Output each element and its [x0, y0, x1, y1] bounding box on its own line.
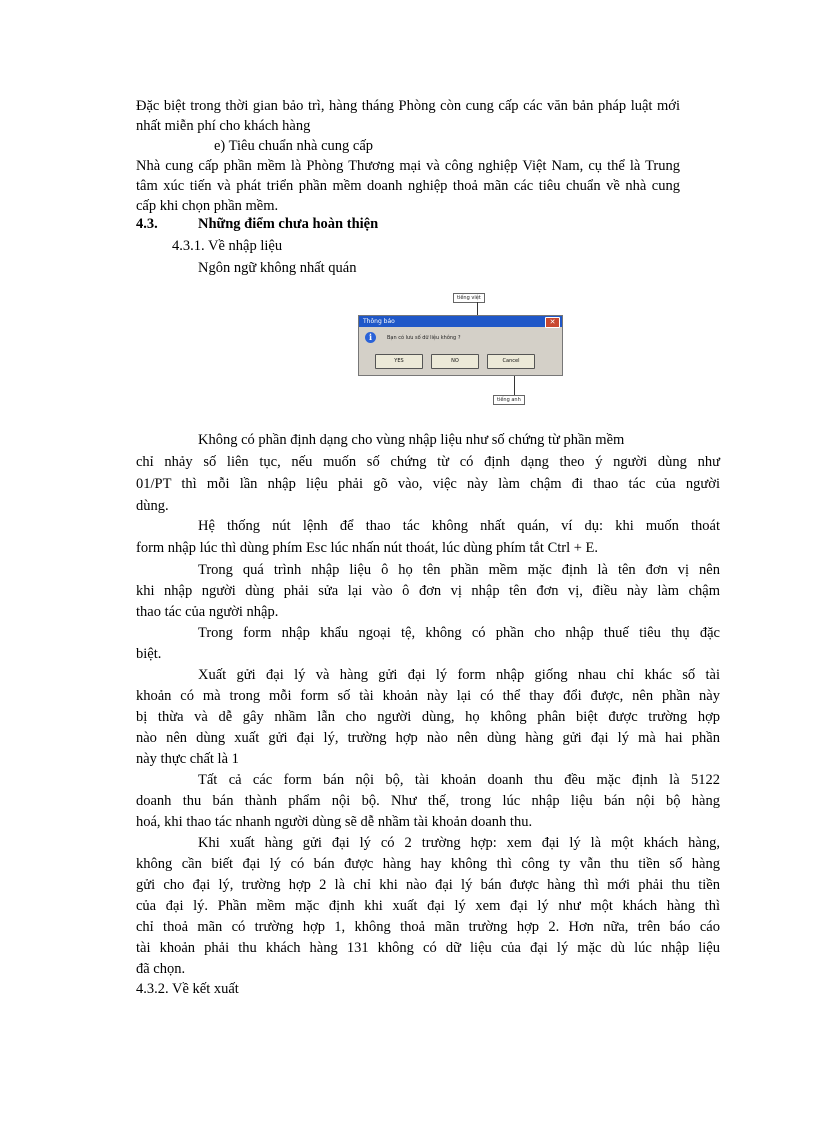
text-line: doanh thu bán thành phẩm nội bộ. Như thế, trong lúc nhập liệu bán nội bộ hàng: [136, 793, 720, 809]
close-icon[interactable]: ✕: [545, 317, 560, 328]
section-number: 4.3.: [136, 216, 158, 232]
dialog-figure: [355, 293, 565, 411]
message-dialog: [358, 315, 563, 376]
text-line: chỉ nhảy số liên tục, nếu muốn số chứng từ có định dạng theo ý người dùng như: [136, 454, 720, 470]
text-line: đã chọn.: [136, 961, 186, 977]
text-line: cấp khi chọn phần mềm.: [136, 198, 279, 214]
text-line: form nhập lúc thì dùng phím Esc lúc nhấn nút thoát, lúc dùng phím tắt Ctrl + E.: [136, 540, 599, 556]
text-line: biệt.: [136, 646, 162, 662]
dialog-message: Bạn có lưu số dữ liệu không ?: [387, 335, 461, 341]
text-line: 01/PT thì mỗi lần nhập liệu phải gõ vào, việc này làm chậm đi thao tác của người: [136, 476, 720, 492]
text-line: Khi xuất hàng gửi đại lý có 2 trường hợp: xem đại lý là một khách hàng,: [198, 835, 720, 851]
text-line: Xuất gửi đại lý và hàng gửi đại lý form nhập giống nhau chỉ khác số tài: [198, 667, 720, 683]
callout-vietnamese: tiếng việt: [453, 293, 485, 303]
text-line: Trong quá trình nhập liệu ô họ tên phần mềm mặc định là tên đơn vị nên: [198, 562, 720, 578]
subheading: Ngôn ngữ không nhất quán: [198, 260, 357, 276]
text-line: Trong form nhập khẩu ngoại tệ, không có phần cho nhập thuế tiêu thụ đặc: [198, 625, 720, 641]
info-icon: i: [365, 332, 376, 343]
text-line: Hệ thống nút lệnh để thao tác không nhất quán, ví dụ: khi muốn thoát: [198, 518, 720, 534]
text-line: Nhà cung cấp phần mềm là Phòng Thương mại và công nghiệp Việt Nam, cụ thể là Trung: [136, 158, 680, 174]
text-line: tài khoản phải thu khách hàng 131 không có dữ liệu của đại lý mặc dù lúc nhập liệu: [136, 940, 720, 956]
text-line: không cần biết đại lý có bán được hàng hay không thì công ty vẫn thu tiền số hàng: [136, 856, 720, 872]
text-line: Không có phần định dạng cho vùng nhập liệu như số chứng từ phần mềm: [198, 432, 625, 448]
no-button[interactable]: NO: [431, 354, 479, 369]
text-line: của đại lý. Phần mềm mặc định khi xuất đại lý xem đại lý như một khách hàng thì: [136, 898, 720, 914]
text-line: tâm xúc tiến và phát triển phần mềm doanh nghiệp thoả mãn các tiêu chuẩn về nhà cung: [136, 178, 680, 194]
cancel-button[interactable]: Cancel: [487, 354, 535, 369]
text-line: chỉ thoả mãn có trường hợp 1, không thoả mãn trường hợp 2. Hơn nữa, trên báo cáo: [136, 919, 720, 935]
dialog-title: Thông báo: [359, 316, 562, 327]
text-line: nhất miễn phí cho khách hàng: [136, 118, 311, 134]
text-line: gửi cho đại lý, trường hợp 2 là chỉ khi nào đại lý bán được hàng thì mới phải thu tiền: [136, 877, 720, 893]
subsection-heading: 4.3.1. Về nhập liệu: [172, 238, 283, 254]
text-line: Tất cả các form bán nội bộ, tài khoản doanh thu đều mặc định là 5122: [198, 772, 720, 788]
yes-button[interactable]: YES: [375, 354, 423, 369]
text-line: Đặc biệt trong thời gian bảo trì, hàng tháng Phòng còn cung cấp các văn bản pháp luật mới: [136, 98, 680, 114]
text-line: khoản có mà trong mỗi form số tài khoản này lại có thể thay đổi được, nên phần này: [136, 688, 720, 704]
text-line: thao tác của người nhập.: [136, 604, 279, 620]
text-line: này thực chất là 1: [136, 751, 239, 767]
text-line: hoá, khi thao tác nhanh người dùng sẽ dễ nhầm tài khoản doanh thu.: [136, 814, 533, 830]
callout-english: tiếng anh: [493, 395, 525, 405]
subsection-heading: 4.3.2. Về kết xuất: [136, 981, 239, 997]
section-title: Những điểm chưa hoàn thiện: [198, 216, 379, 232]
list-heading: e) Tiêu chuẩn nhà cung cấp: [214, 138, 374, 154]
text-line: dùng.: [136, 498, 169, 514]
text-line: nào nên dùng xuất gửi đại lý, trường hợp nào nên dùng hàng gửi đại lý mà hai phần: [136, 730, 720, 746]
text-line: khi nhập người dùng phải sửa lại vào ô đơn vị nhập tên đơn vị, điều này làm chậm: [136, 583, 720, 599]
text-line: bị thừa và dễ gây nhầm lẫn cho người dùng, họ không phân biệt được trường hợp: [136, 709, 720, 725]
